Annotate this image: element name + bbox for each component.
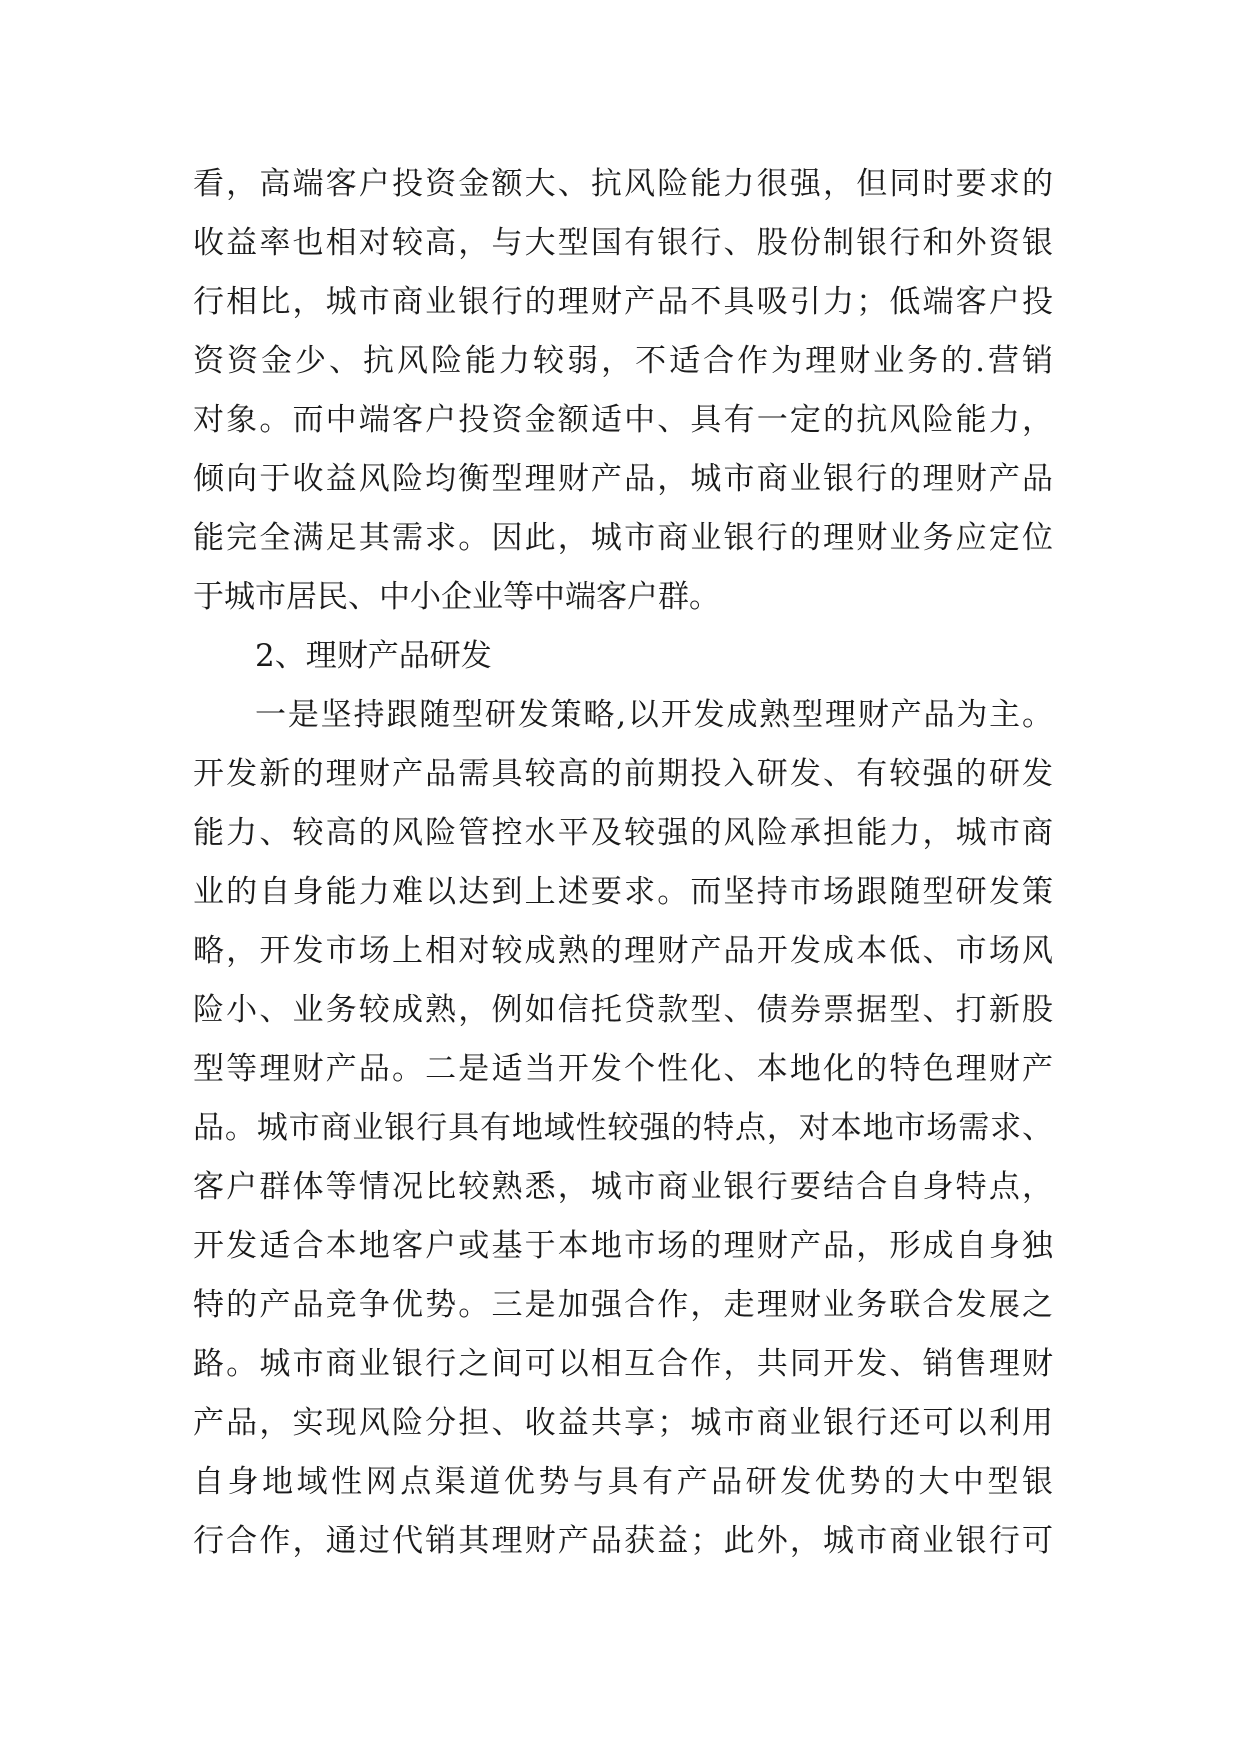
text-line: 开发新的理财产品需具较高的前期投入研发、有较强的研发 xyxy=(193,756,1053,792)
text-line: 略，开发市场上相对较成熟的理财产品开发成本低、市场风 xyxy=(193,933,1053,969)
text-line: 行合作，通过代销其理财产品获益；此外，城市商业银行可 xyxy=(193,1523,1053,1559)
text-line: 一是坚持跟随型研发策略,以开发成熟型理财产品为主。 xyxy=(255,697,1053,733)
text-line: 能完全满足其需求。因此，城市商业银行的理财业务应定位 xyxy=(193,520,1053,556)
section-heading: 2、理财产品研发 xyxy=(255,638,492,674)
text-line: 客户群体等情况比较熟悉，城市商业银行要结合自身特点， xyxy=(193,1169,1053,1205)
text-line: 行相比，城市商业银行的理财产品不具吸引力；低端客户投 xyxy=(193,284,1053,320)
text-line: 型等理财产品。二是适当开发个性化、本地化的特色理财产 xyxy=(193,1051,1053,1087)
text-line: 特的产品竞争优势。三是加强合作，走理财业务联合发展之 xyxy=(193,1287,1053,1323)
text-line: 对象。而中端客户投资金额适中、具有一定的抗风险能力， xyxy=(193,402,1053,438)
text-line: 看，高端客户投资金额大、抗风险能力很强，但同时要求的 xyxy=(193,166,1053,202)
text-line: 收益率也相对较高，与大型国有银行、股份制银行和外资银 xyxy=(193,225,1053,261)
text-line: 倾向于收益风险均衡型理财产品，城市商业银行的理财产品 xyxy=(193,461,1053,497)
text-line: 于城市居民、中小企业等中端客户群。 xyxy=(193,579,720,615)
text-line: 开发适合本地客户或基于本地市场的理财产品，形成自身独 xyxy=(193,1228,1053,1264)
text-line: 业的自身能力难以达到上述要求。而坚持市场跟随型研发策 xyxy=(193,874,1053,910)
text-line: 险小、业务较成熟，例如信托贷款型、债券票据型、打新股 xyxy=(193,992,1053,1028)
text-line: 路。城市商业银行之间可以相互合作，共同开发、销售理财 xyxy=(193,1346,1053,1382)
text-line: 自身地域性网点渠道优势与具有产品研发优势的大中型银 xyxy=(193,1464,1053,1500)
text-line: 品。城市商业银行具有地域性较强的特点，对本地市场需求、 xyxy=(193,1110,1053,1146)
body-text xyxy=(193,155,1053,1571)
text-line: 资资金少、抗风险能力较弱，不适合作为理财业务的.营销 xyxy=(193,343,1053,379)
text-line: 产品，实现风险分担、收益共享；城市商业银行还可以利用 xyxy=(193,1405,1053,1441)
text-line: 能力、较高的风险管控水平及较强的风险承担能力，城市商 xyxy=(193,815,1053,851)
